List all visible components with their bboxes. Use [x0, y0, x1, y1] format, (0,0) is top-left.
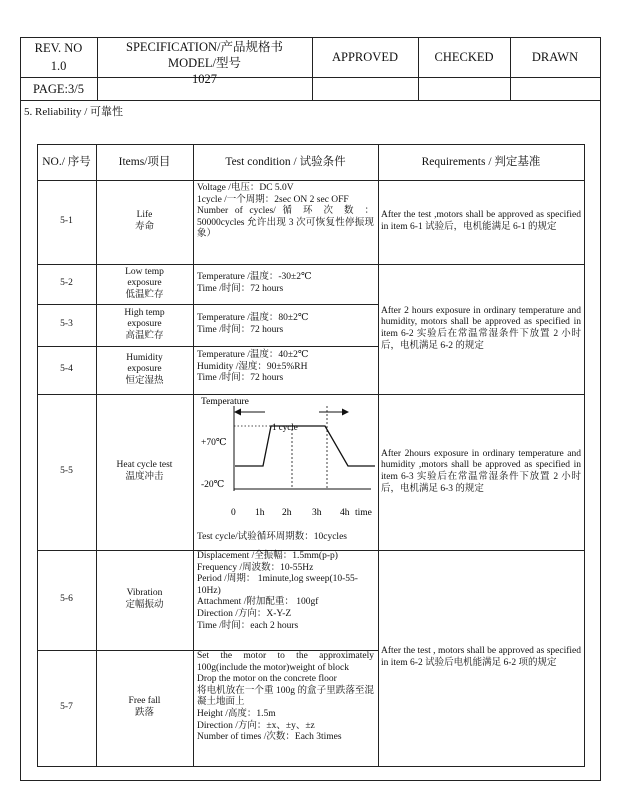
col-header-test: Test condition / 试验条件 — [225, 156, 346, 168]
drawn-label: DRAWN — [531, 50, 579, 64]
x-axis-title: time — [355, 508, 372, 518]
checked-label: CHECKED — [434, 50, 494, 64]
x-tick-label: 4h — [340, 508, 350, 518]
temperature-axis-title: Temperature — [201, 397, 249, 407]
row-test-condition: Displacement /全振幅：1.5mm(p-p) Frequency /周波数：10-55Hz Period /周期： 1minute,log sweep(10-55-10Hz) Attachment /附加配重： 100gf Direction /方向：X-Y-Z Time /时间：each 2 hours — [197, 551, 358, 631]
requirement-cell: After 2 hours exposure in ordinary temperature and humidity, motors shall be approved as specified in item 6-2 实验后在常温常湿条件下放置 2 小时后，电机满足 6-2 的规定 — [381, 305, 581, 351]
approved-label: APPROVED — [332, 50, 398, 64]
row-item: High temp exposure 高温贮存 — [124, 307, 165, 341]
row-item: Life 寿命 — [134, 210, 154, 232]
row-test-condition: Voltage /电压：DC 5.0V 1cycle /一个周期：2sec ON 2 sec OFF Number of cycles/ 循 环 次 数 ：50000cycles 允许出现 3 次可恢复性停振现象） — [197, 183, 374, 240]
model-number: 1027 — [192, 72, 217, 86]
x-tick-label: 3h — [312, 508, 322, 518]
row-test-condition: Temperature /温度：-30±2℃ Time /时间：72 hours — [197, 272, 312, 294]
row-item: Heat cycle test 温度冲击 — [116, 460, 173, 482]
row-no: 5-7 — [60, 702, 73, 713]
x-tick-label: 1h — [255, 508, 265, 518]
row-no: 5-2 — [60, 278, 73, 289]
model-label: MODEL/型号 — [168, 56, 241, 70]
rev-no-value: 1.0 — [50, 59, 67, 73]
row-test-condition: Temperature /温度：40±2℃ Humidity /湿度：90±5%RH Time /时间：72 hours — [197, 350, 309, 384]
row-item: Vibration 定幅振动 — [125, 588, 164, 610]
row-no: 5-5 — [60, 466, 73, 477]
col-header-items: Items/项目 — [118, 156, 171, 168]
row-no: 5-6 — [60, 594, 73, 605]
row-item: Humidity exposure 恒定湿热 — [125, 352, 164, 386]
row-no: 5-1 — [60, 216, 73, 227]
cycle-label: 1 cycle — [272, 422, 298, 432]
row-item: Low temp exposure 低温贮存 — [125, 266, 164, 300]
row-no: 5-3 — [60, 319, 73, 330]
row-test-condition: Test cycle/试验循环周期数：10cycles — [197, 532, 347, 542]
row-test-condition: Set the motor to the approximately 100g(include the motor)weight of block Drop the motor on the concrete floor 将电机放在一个重 100g 的盒子里跌落至混凝土地面上 Height /高度：1.5m Direction /方向：±x、±y、±z Number of times /次数：Each 3times — [197, 651, 374, 743]
requirement-cell: After 2hours exposure in ordinary temperature and humidity ,motors shall be approved as specified in item 6-3 实验后在常温常湿条件下放置 2 小时后，电机满足 6-3 的规定 — [381, 448, 581, 494]
row-item: Free fall 跌落 — [128, 696, 161, 718]
x-tick-label: 0 — [231, 508, 236, 518]
high-temp-label: +70℃ — [201, 438, 227, 448]
requirement-cell: After the test , motors shall be approved as specified in item 6-2 试验后电机能满足 6-2 项的规定 — [381, 646, 581, 668]
requirement-cell: After the test ,motors shall be approved as specified in item 6-1 试验后，电机能满足 6-1 的规定 — [381, 210, 581, 232]
col-header-no: NO./ 序号 — [42, 156, 91, 168]
row-no: 5-4 — [60, 364, 73, 375]
row-test-condition: Temperature /温度：80±2℃ Time /时间：72 hours — [197, 313, 309, 335]
section-title: 5. Reliability / 可靠性 — [24, 106, 123, 118]
col-header-requirements: Requirements / 判定基准 — [421, 156, 541, 168]
page-number: PAGE:3/5 — [33, 82, 84, 96]
x-tick-label: 2h — [282, 508, 292, 518]
heat-cycle-diagram — [193, 394, 378, 526]
low-temp-label: -20℃ — [201, 480, 225, 490]
spec-title: SPECIFICATION/产品规格书 — [126, 40, 283, 54]
rev-no-label: REV. NO — [34, 41, 83, 55]
